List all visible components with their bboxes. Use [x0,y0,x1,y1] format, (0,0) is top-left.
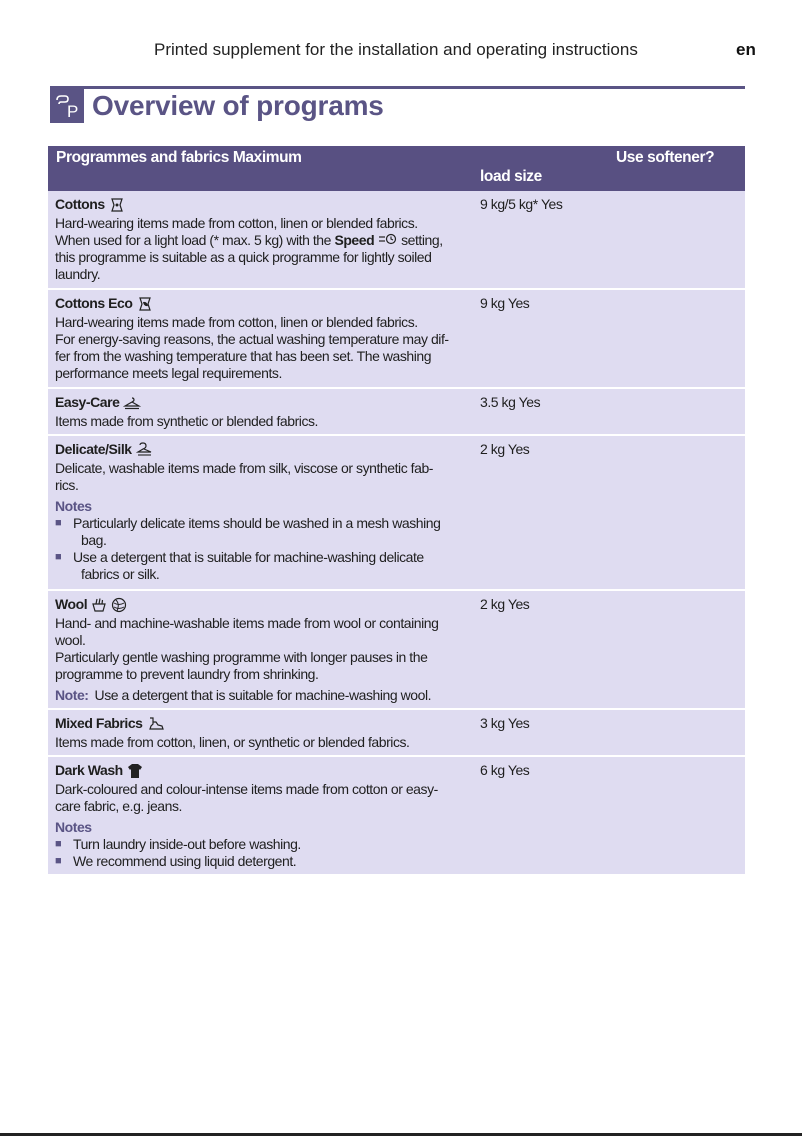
list-item: ■ Use a detergent that is suitable for machine-washing delicate [55,549,424,565]
description-line: fer from the washing temperature that has been set. The washing [55,348,432,364]
list-item: ■ We recommend using liquid detergent. [55,853,297,869]
table-header [48,146,745,191]
eco-icon [137,296,153,312]
description-line: Items made from cotton, linen, or synthetic or blended fabrics. [55,734,410,750]
table-row [48,710,745,757]
program-name: Mixed Fabrics [55,715,143,731]
title-rule [50,86,745,89]
col-softener-header: Use softener? [616,149,715,166]
list-item-continuation: bag. [81,532,107,548]
speed-label: Speed [334,232,375,248]
description-line: When used for a light load (* max. 5 kg) with the Speed setting, [55,232,443,248]
language-code: en [736,40,756,59]
table-row [48,757,745,876]
page-title: Overview of programs [92,90,384,121]
bullet-icon: ■ [55,551,62,563]
load-cell: 3.5 kg Yes [480,394,541,410]
description-line: laundry. [55,266,101,282]
dark-wash-icon [127,763,143,779]
easy-care-icon [123,396,141,410]
description-line: Hard-wearing items made from cotton, linen or blended fabrics. [55,215,418,231]
speed-icon [378,233,398,245]
note-label: Note: [55,687,89,703]
description-line: care fabric, e.g. jeans. [55,798,182,814]
description-line: rics. [55,477,79,493]
program-name: Wool [55,596,88,612]
table-row [48,436,745,591]
load-cell: 9 kg Yes [480,295,530,311]
description-line: Items made from synthetic or blended fabrics. [55,413,318,429]
description-line: programme to prevent laundry from shrinking. [55,666,319,682]
table-row [48,389,745,436]
programs-icon [50,89,84,123]
program-name: Cottons Eco [55,295,133,311]
description-line: Dark-coloured and colour-intense items made from cotton or easy- [55,781,438,797]
list-item-continuation: fabrics or silk. [81,566,160,582]
table-row [48,290,745,389]
program-name: Dark Wash [55,762,123,778]
col-program-header: Programmes and fabrics Maximum [56,149,302,166]
supplement-header: Printed supplement for the installation and operating instructions [154,40,638,59]
mixed-fabrics-icon [147,716,165,732]
hand-wash-icon [91,597,107,613]
delicate-silk-icon [136,442,154,458]
notes-heading: Notes [55,819,92,835]
description-line: Delicate, washable items made from silk, viscose or synthetic fab- [55,460,434,476]
cottons-icon [109,197,125,213]
description-line: wool. [55,632,86,648]
notes-heading: Notes [55,498,92,514]
list-item: ■ Turn laundry inside-out before washing. [55,836,301,852]
description-line: this programme is suitable as a quick programme for lightly soiled [55,249,432,265]
programs-table [48,146,745,876]
col-load-header: load size [480,168,542,185]
note-line: Note: Use a detergent that is suitable for machine-washing wool. [55,687,432,703]
load-cell: 3 kg Yes [480,715,530,731]
program-name: Delicate/Silk [55,441,132,457]
description-line: performance meets legal requirements. [55,365,282,381]
bullet-icon: ■ [55,855,62,867]
load-cell: 9 kg/5 kg* Yes [480,196,563,212]
load-cell: 2 kg Yes [480,596,530,612]
bullet-icon: ■ [55,517,62,529]
program-name: Easy-Care [55,394,120,410]
description-line: Hard-wearing items made from cotton, linen or blended fabrics. [55,314,418,330]
description-line: Hand- and machine-washable items made from wool or containing [55,615,439,631]
table-row [48,191,745,290]
load-cell: 6 kg Yes [480,762,530,778]
description-line: For energy-saving reasons, the actual washing temperature may dif- [55,331,449,347]
load-cell: 2 kg Yes [480,441,530,457]
description-line: Particularly gentle washing programme with longer pauses in the [55,649,428,665]
list-item: ■ Particularly delicate items should be washed in a mesh washing [55,515,441,531]
table-row [48,591,745,710]
program-name: Cottons [55,196,105,212]
bullet-icon: ■ [55,838,62,850]
svg-text:P: P [67,102,79,121]
wool-icon [111,597,127,613]
